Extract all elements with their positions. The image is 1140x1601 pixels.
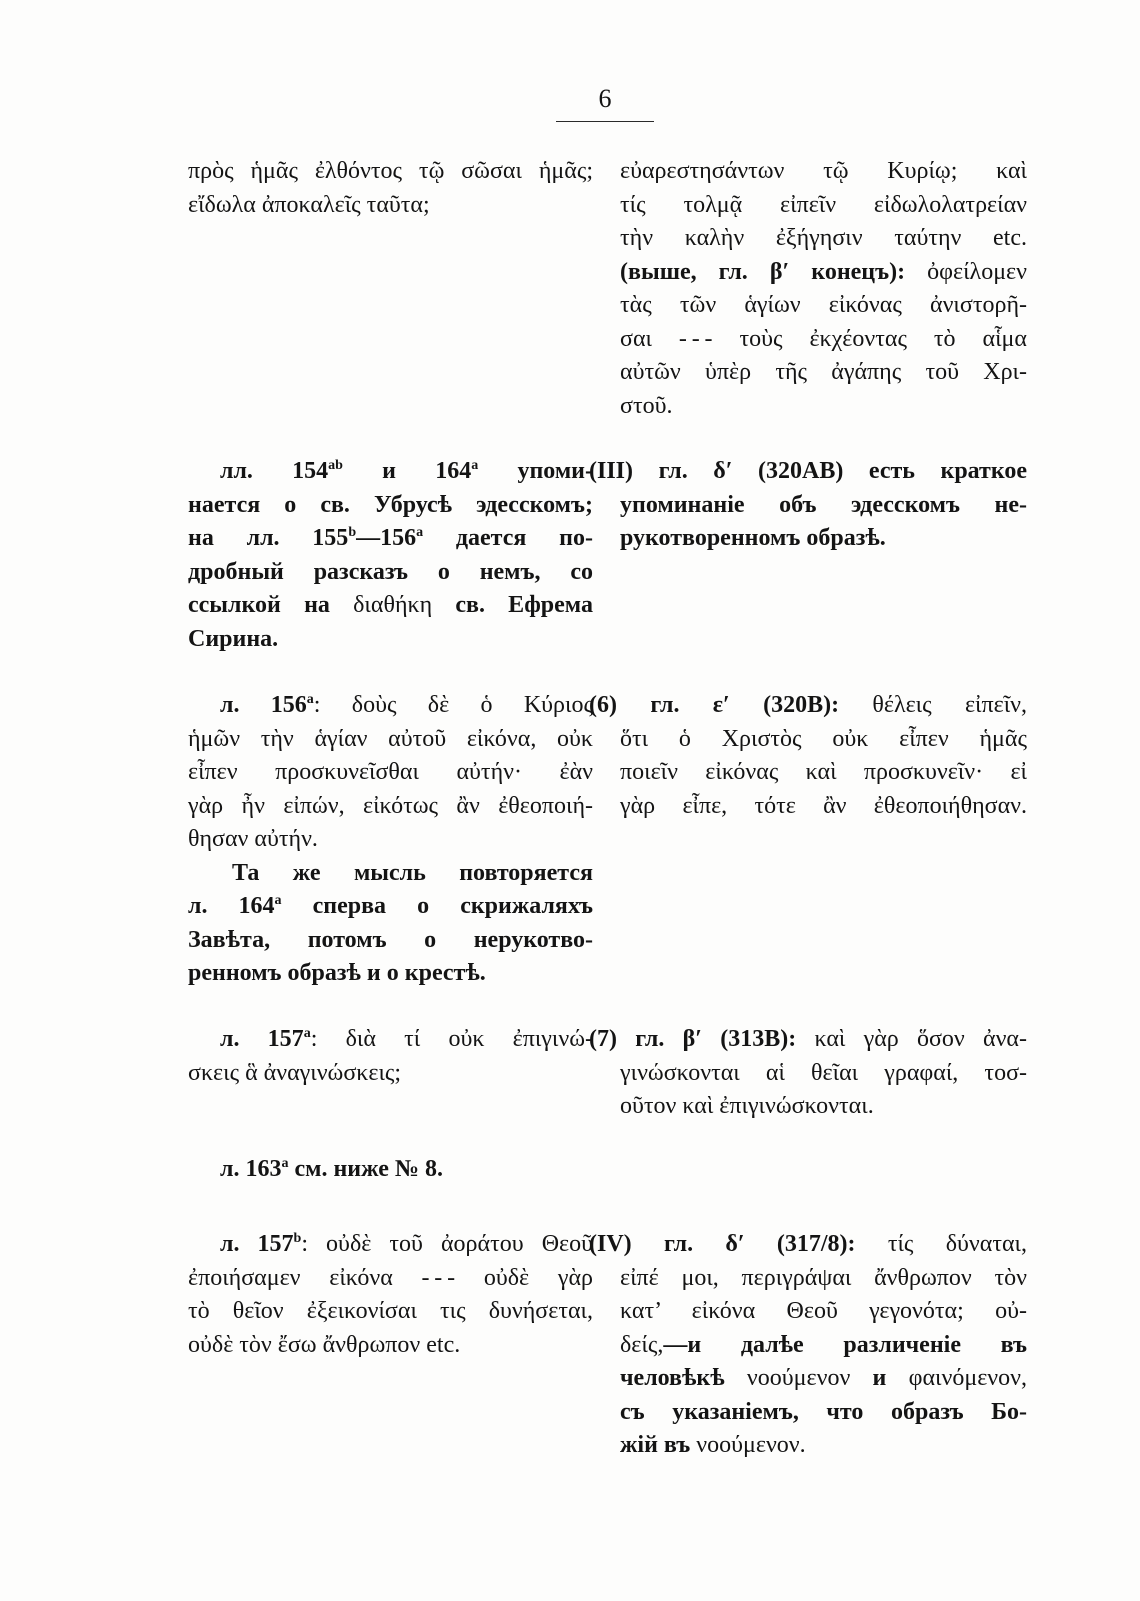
text-line: εἶπεν προσκυνεῖσθαι αὐτήν· ἐὰν xyxy=(188,759,593,785)
text-line xyxy=(188,890,593,924)
text-segment: л. 164 xyxy=(188,893,275,919)
text-line xyxy=(620,1329,1027,1363)
text-line: ποιεῖν εἰκόνας καὶ προσκυνεῖν· εἰ xyxy=(620,759,1027,785)
text-line: ὅτι ὁ Χριστὸς οὐκ εἶπεν ἡμᾶς xyxy=(620,725,1027,752)
right-column xyxy=(589,455,1027,556)
superscript: ab xyxy=(328,458,343,473)
text-segment: ссылкой на xyxy=(188,592,354,618)
left-column xyxy=(188,1153,593,1187)
superscript: a xyxy=(274,893,282,908)
text-segment: гл. δ′ (320AB) есть краткое xyxy=(658,458,1027,484)
text-segment: л. 156 xyxy=(220,692,307,718)
text-segment: лл. 154 xyxy=(220,458,329,484)
superscript: a xyxy=(303,1026,311,1041)
text-line: ἐποιήσαμεν εἰκόνα - - - οὐδὲ γὰρ xyxy=(188,1264,593,1291)
text-segment: ὀφείλομεν xyxy=(905,258,1027,285)
text-line: рукотворенномъ образѣ. xyxy=(620,525,886,551)
text-line: κατ’ εἰκόνα Θεοῦ γεγονότα; οὐ- xyxy=(620,1298,1027,1324)
text-segment: см. ниже № 8. xyxy=(288,1156,443,1182)
text-line xyxy=(188,455,593,489)
text-line xyxy=(188,589,593,623)
text-line: σκεις ἃ ἀναγινώσκεις; xyxy=(188,1059,402,1086)
text-segment: —156 xyxy=(356,525,417,551)
text-line: σαι - - - τοὺς ἐκχέοντας τὸ αἷμα xyxy=(620,325,1027,352)
left-column xyxy=(188,689,593,991)
text-line xyxy=(589,689,1027,723)
text-line: εἰπέ μοι, περιγράψαι ἄνθρωπον τὸν xyxy=(620,1264,1027,1291)
text-segment: νοούμενον. xyxy=(696,1432,806,1458)
text-line xyxy=(589,1228,1027,1262)
text-line: τίς τολμᾷ εἰπεῖν εἰδωλολατρείαν xyxy=(620,191,1027,218)
text-line xyxy=(188,1153,593,1187)
text-line: στοῦ. xyxy=(620,392,673,419)
text-segment: л. 157 xyxy=(220,1026,304,1052)
marginal-number: (III) xyxy=(589,458,634,484)
text-line xyxy=(188,689,593,723)
text-segment: сперва о скрижаляхъ xyxy=(281,893,593,919)
marginal-number: (IV) xyxy=(589,1231,632,1257)
right-column xyxy=(589,1228,1028,1463)
right-column xyxy=(620,155,1027,423)
text-segment: человѣкѣ xyxy=(620,1365,747,1391)
text-line: ἡμῶν τὴν ἁγίαν αὐτοῦ εἰκόνα, οὐκ xyxy=(188,725,593,752)
text-line: αὐτῶν ὑπὲρ τῆς ἀγάπης τοῦ Χρι- xyxy=(620,359,1027,385)
text-line: съ указаніемъ, что образъ Бо- xyxy=(620,1398,1027,1425)
left-column xyxy=(188,1228,593,1362)
left-column xyxy=(188,455,593,656)
text-segment: на лл. 155 xyxy=(188,525,349,551)
text-segment: жій въ xyxy=(620,1432,697,1458)
text-line: γινώσκονται αἱ θεῖαι γραφαί, τοσ- xyxy=(620,1059,1027,1086)
text-line: οὐδὲ τὸν ἔσω ἄνθρωπον etc. xyxy=(188,1331,461,1358)
text-segment: : διὰ τί οὐκ ἐπιγινώ- xyxy=(310,1026,593,1052)
text-segment: νοούμενον xyxy=(746,1365,851,1391)
page-number-rule xyxy=(556,121,654,122)
text-line: упоминаніе объ эдесскомъ не- xyxy=(620,491,1027,518)
superscript: a xyxy=(416,525,424,540)
superscript: b xyxy=(348,525,357,540)
text-segment: διαθήκη xyxy=(353,592,433,618)
left-column xyxy=(188,1023,593,1090)
text-segment: св. Ефрема xyxy=(432,592,593,618)
text-segment: л. 157 xyxy=(220,1231,294,1257)
text-segment: : οὐδὲ τοῦ ἀοράτου Θεοῦ xyxy=(301,1231,593,1257)
text-segment: гл. δ′ (317/8): xyxy=(663,1231,856,1257)
text-segment: φαινόμενον, xyxy=(908,1365,1028,1391)
marginal-number: (6) xyxy=(589,692,617,718)
text-line: γὰρ εἶπε, τότε ἂν ἐθεοποιήθησαν. xyxy=(620,792,1027,819)
text-line: τὴν καλὴν ἐξήγησιν ταύτην etc. xyxy=(620,225,1027,251)
text-line: ренномъ образѣ и о крестѣ. xyxy=(188,960,486,986)
text-segment: дается по- xyxy=(423,525,593,551)
text-line: οῦτον καὶ ἐπιγινώσκονται. xyxy=(620,1093,874,1119)
text-segment: гл. ε′ (320B): xyxy=(650,692,840,718)
text-line: дробный разсказъ о немъ, со xyxy=(188,558,593,585)
superscript: a xyxy=(281,1156,289,1171)
left-column xyxy=(188,155,593,222)
text-line: θησαν αὐτήν. xyxy=(188,826,318,852)
text-line xyxy=(188,1023,593,1057)
text-segment: τίς δύναται, xyxy=(855,1231,1028,1257)
text-line: εὐαρεστησάντων τῷ Κυρίῳ; καὶ xyxy=(620,158,1027,184)
text-line: Сирина. xyxy=(188,625,279,652)
text-segment: καὶ γὰρ ὅσον ἀνα- xyxy=(796,1026,1027,1052)
text-line xyxy=(620,1362,1027,1396)
text-line xyxy=(620,256,1027,290)
text-line: γὰρ ἦν εἰπών, εἰκότως ἂν ἐθεοποιή- xyxy=(188,792,593,819)
text-line: нается о св. Убрусѣ эдесскомъ; xyxy=(188,491,593,518)
superscript: b xyxy=(293,1231,302,1246)
text-segment: упоми- xyxy=(478,458,593,484)
text-line: Завѣта, потомъ о нерукотво- xyxy=(188,926,593,953)
text-segment: гл. β′ (313B): xyxy=(635,1026,797,1052)
text-line xyxy=(589,1023,1027,1057)
text-line xyxy=(188,522,593,556)
text-line: πρὸς ἡμᾶς ἐλθόντος τῷ σῶσαι ἡμᾶς; xyxy=(188,158,593,184)
text-segment: θέλεις εἰπεῖν, xyxy=(839,692,1027,718)
text-line: τὸ θεῖον ἐξεικονίσαι τις δυνήσεται, xyxy=(188,1298,593,1324)
text-line: Та же мысль повторяется xyxy=(232,859,593,886)
page-number: 6 xyxy=(598,84,612,113)
text-line: εἴδωλα ἀποκαλεῖς ταῦτα; xyxy=(188,191,430,218)
right-column xyxy=(589,1023,1027,1124)
marginal-number: (7) xyxy=(589,1026,617,1052)
text-segment: —и далѣе различеніе въ xyxy=(663,1331,1027,1358)
text-line xyxy=(589,455,1027,489)
text-line xyxy=(188,1228,593,1262)
superscript: a xyxy=(471,458,479,473)
superscript: a xyxy=(306,692,314,707)
right-column xyxy=(589,689,1027,823)
text-segment: δείς, xyxy=(620,1331,664,1358)
text-segment: (выше, гл. β′ конецъ): xyxy=(620,258,906,285)
text-segment: : δοὺς δὲ ὁ Κύριος xyxy=(313,692,593,718)
text-line xyxy=(620,1429,1027,1463)
text-segment: л. 163 xyxy=(220,1156,282,1182)
text-segment: и 164 xyxy=(342,458,472,484)
text-line: τὰς τῶν ἁγίων εἰκόνας ἀνιστορῆ- xyxy=(620,292,1027,318)
text-segment: и xyxy=(850,1365,909,1391)
